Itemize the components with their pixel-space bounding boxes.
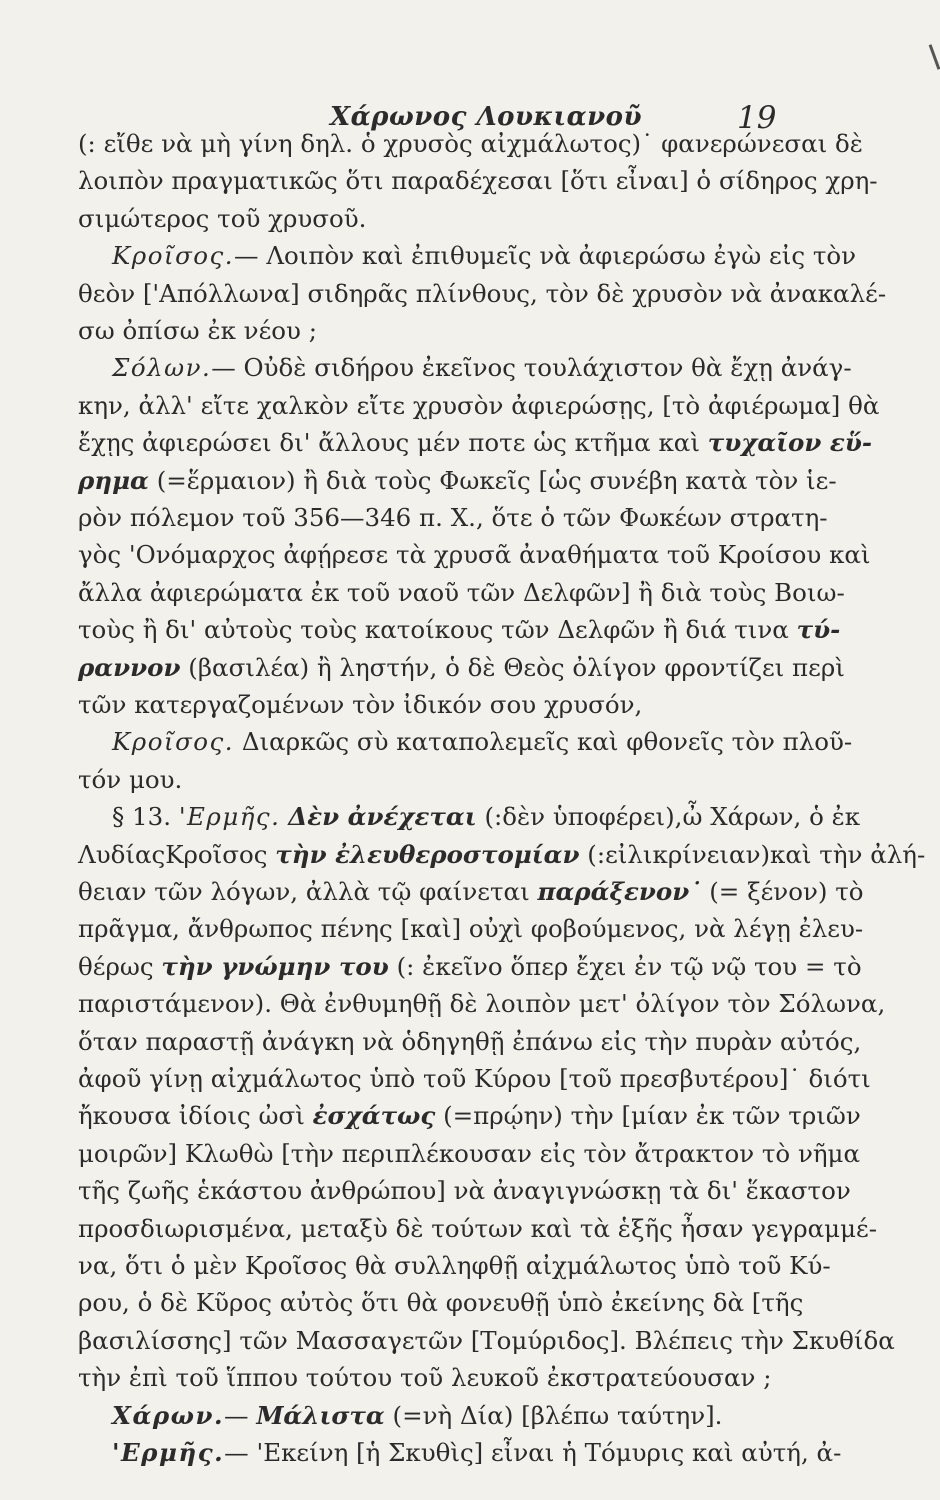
text-line: σω ὀπίσω ἐκ νέου ;	[78, 316, 317, 345]
text-line: λοιπὸν πραγματικῶς ὅτι παραδέχεσαι [ὅτι εἶναι] ὁ σίδηρος χρη-	[78, 166, 878, 196]
text-line: 'Ερμῆς.— 'Εκείνη [ἡ Σκυθὶς] εἶναι ἡ Τόμυρις καὶ αὐτή, ἀ-	[112, 1438, 842, 1467]
text-line: κην, ἀλλ' εἴτε χαλκὸν εἴτε χρυσὸν ἀφιερώσῃς, [τὸ ἀφιέρωμα] θὰ	[78, 390, 880, 420]
emphasis: τὴν γνώμην του	[161, 951, 389, 981]
scan-mark	[929, 44, 940, 69]
text-line: ἄλλα ἀφιερώματα ἐκ τοῦ ναοῦ τῶν Δελφῶν] ἢ διὰ τοὺς Βοιω-	[78, 577, 845, 607]
text-line: ἤκουσα ἰδίοις ὠσὶ ἐσχάτως (=πρῴην) τὴν [μίαν ἐκ τῶν τριῶν	[78, 1101, 861, 1131]
emphasis: ραννον	[78, 652, 181, 682]
text-line: θεὸν ['Απόλλωνα] σιδηρᾶς πλίνθους, τὸν δὲ χρυσὸν νὰ ἀνακαλέ-	[78, 278, 887, 308]
speaker-label: 'Ερμῆς.	[112, 1438, 225, 1467]
emphasis: τύ-	[796, 615, 841, 645]
running-title: Χάρωνος Λουκιανοῦ	[330, 102, 643, 132]
text-line: ἀφοῦ γίνῃ αἰχμάλωτος ὑπὸ τοῦ Κύρου [τοῦ πρεσβυτέρου]˙ διότι	[78, 1064, 871, 1093]
text-line: τόν μου.	[78, 764, 183, 794]
text-line: βασιλίσσης] τῶν Μασσαγετῶν [Τομύριδος]. Βλέπεις τὴν Σκυθίδα	[78, 1325, 895, 1355]
text-line: πρᾶγμα, ἄνθρωπος πένης [καὶ] οὐχὶ φοβούμενος, νὰ λέγῃ ἐλευ-	[78, 914, 864, 944]
text-line: γὸς 'Ονόμαρχος ἀφῄρεσε τὰ χρυσᾶ ἀναθήματα τοῦ Κροίσου καὶ	[78, 540, 871, 570]
text-line: ρημα (=ἕρμαιον) ἢ διὰ τοὺς Φωκεῖς [ὡς συνέβη κατὰ τὸν ἱε-	[78, 465, 837, 495]
text-line: τῆς ζωῆς ἑκάστου ἀνθρώπου] νὰ ἀναγιγνώσκῃ τὰ δι' ἕκαστον	[78, 1176, 851, 1206]
emphasis: ἐσχάτως	[312, 1101, 436, 1131]
text-line: ρου, ὁ δὲ Κῦρος αὐτὸς ὅτι θὰ φονευθῇ ὑπὸ ἐκείνης δὰ [τῆς	[78, 1288, 804, 1318]
emphasis: τὴν ἐλευθεροστομίαν	[275, 839, 580, 869]
text-line: Σόλων.— Οὐδὲ σιδήρου ἐκεῖνος τουλάχιστον θὰ ἔχῃ ἀνάγ-	[112, 353, 852, 383]
text-line: τῶν κατεργαζομένων τὸν ἰδικόν σου χρυσόν,	[78, 690, 643, 719]
emphasis: ρημα	[78, 465, 149, 495]
text-line: τὴν ἐπὶ τοῦ ἵππου τούτου τοῦ λευκοῦ ἐκστρατεύουσαν ;	[78, 1363, 772, 1393]
text-line: προσδιωρισμένα, μεταξὺ δὲ τούτων καὶ τὰ ἑξῆς ἦσαν γεγραμμέ-	[78, 1213, 878, 1243]
text-line: (: εἴθε νὰ μὴ γίνη δηλ. ὁ χρυσὸς αἰχμάλωτος)˙ φανερώνεσαι δὲ	[78, 129, 863, 158]
text-line: μοιρῶν] Κλωθὼ [τὴν περιπλέκουσαν εἰς τὸν ἄτρακτον τὸ νῆμα	[78, 1138, 861, 1168]
emphasis: Μάλιστα	[256, 1400, 385, 1430]
text-line: Κροῖσος. Διαρκῶς σὺ καταπολεμεῖς καὶ φθονεῖς τὸν πλοῦ-	[112, 727, 853, 757]
text-line: σιμώτερος τοῦ χρυσοῦ.	[78, 203, 367, 233]
text-line: θειαν τῶν λόγων, ἀλλὰ τῷ φαίνεται παράξενον˙ (= ξένον) τὸ	[78, 877, 864, 906]
text-line: § 13. 'Ερμῆς. Δὲν ἀνέχεται (:δὲν ὑποφέρει),ὦ Χάρων, ὁ ἐκ	[112, 802, 861, 832]
text-line: τοὺς ἢ δι' αὐτοὺς τοὺς κατοίκους τῶν Δελφῶν ἢ διά τινα τύ-	[78, 615, 841, 645]
emphasis: Δὲν ἀνέχεται	[288, 802, 477, 832]
speaker-label: Χάρων.	[112, 1400, 225, 1430]
text-line: ρὸν πόλεμον τοῦ 356—346 π. Χ., ὅτε ὁ τῶν Φωκέων στρατη-	[78, 503, 828, 532]
text-line: θέρως τὴν γνώμην του (: ἐκεῖνο ὅπερ ἔχει ἐν τῷ νῷ του = τὸ	[78, 951, 862, 981]
text-line: Κροῖσος.— Λοιπὸν καὶ ἐπιθυμεῖς νὰ ἀφιερώσω ἐγὼ εἰς τὸν	[112, 241, 857, 271]
text-line: ΛυδίαςΚροῖσος τὴν ἐλευθεροστομίαν (:εἰλικρίνειαν)καὶ τὴν ἀλή-	[78, 839, 926, 869]
text-line: Χάρων.— Μάλιστα (=νὴ Δία) [βλέπω ταύτην].	[112, 1400, 723, 1430]
speaker-label: 'Ερμῆς.	[178, 802, 281, 832]
speaker-label: Κροῖσος.	[112, 241, 235, 271]
emphasis: παράξενον˙	[537, 877, 702, 906]
text-line: να, ὅτι ὁ μὲν Κροῖσος θὰ συλληφθῇ αἰχμάλωτος ὑπὸ τοῦ Κύ-	[78, 1251, 831, 1280]
emphasis: τυχαῖον εὕ-	[707, 428, 872, 458]
text-line: ραννον (βασιλέα) ἢ ληστήν, ὁ δὲ Θεὸς ὀλίγον φροντίζει περὶ	[78, 652, 845, 682]
text-line: ὅταν παραστῇ ἀνάγκη νὰ ὁδηγηθῇ ἐπάνω εἰς τὴν πυρὰν αὐτός,	[78, 1026, 862, 1056]
speaker-label: Σόλων.	[112, 353, 212, 383]
text-line: παριστάμενον). Θὰ ἐνθυμηθῇ δὲ λοιπὸν μετ' ὀλίγον τὸν Σόλωνα,	[78, 989, 886, 1019]
text-line: ἔχῃς ἀφιερώσει δι' ἄλλους μέν ποτε ὡς κτῆμα καὶ τυχαῖον εὕ-	[78, 428, 872, 458]
page-number: 19	[737, 100, 777, 136]
speaker-label: Κροῖσος.	[112, 727, 235, 757]
